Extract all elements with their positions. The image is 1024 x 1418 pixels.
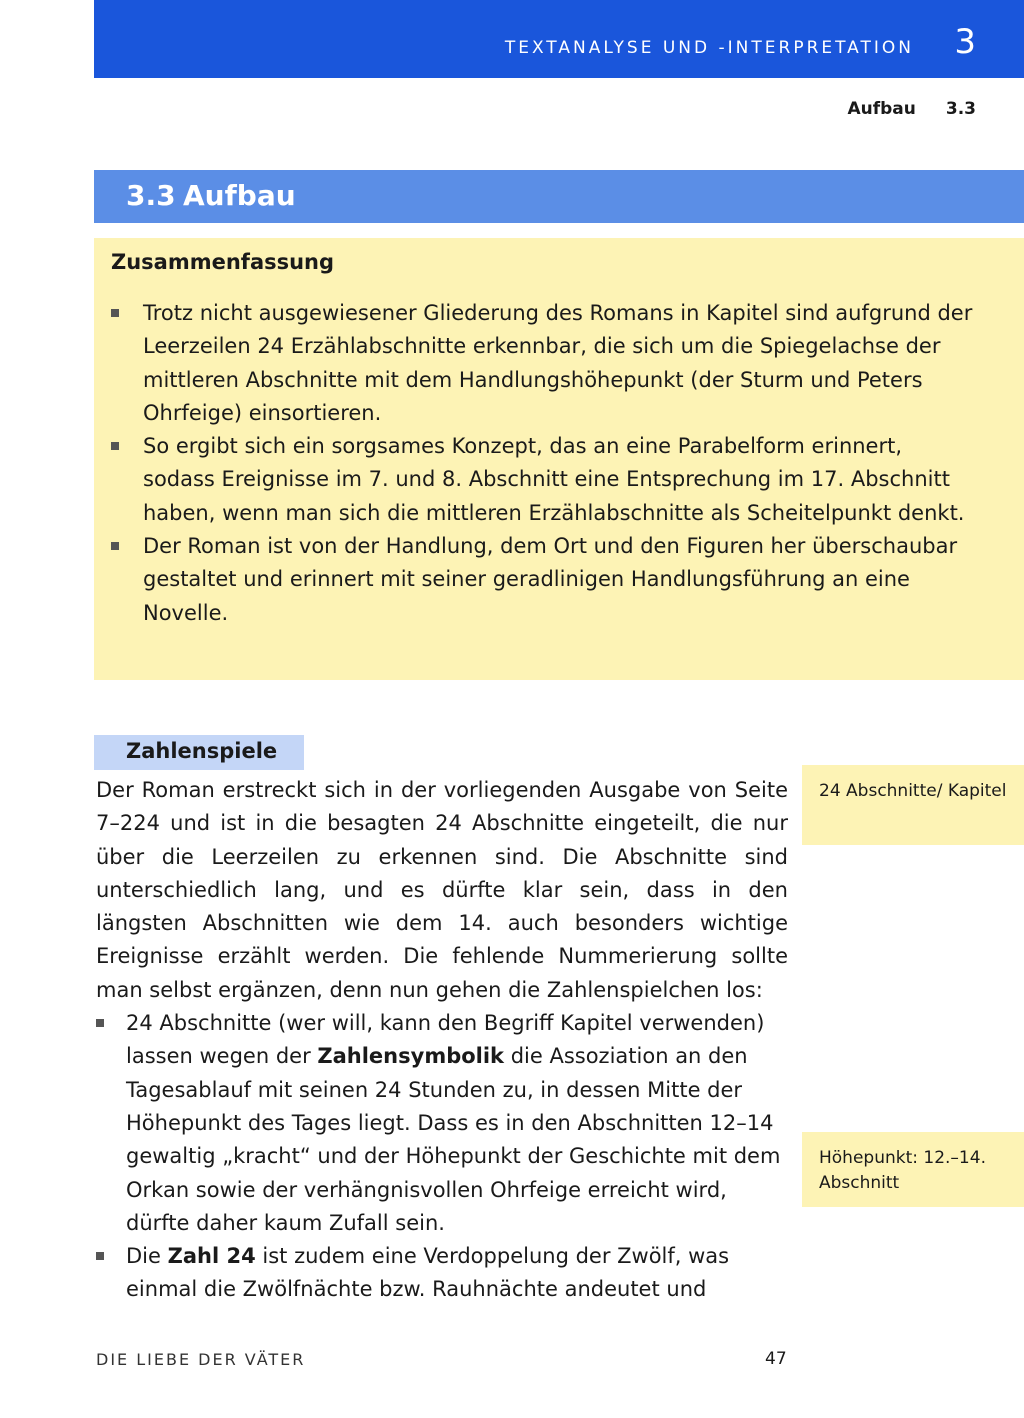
summary-item-text: So ergibt sich ein sorgsames Konzept, das an eine Parabelform erinnert, sodass Ereignisse im 7. und 8. Abschnitt eine Entsprechung im 17. Abschnitt haben, wenn man sich die mittleren Erzählabschnitte als Scheitelpunkt denkt. [143,434,965,525]
subsection-heading [94,735,304,770]
body-paragraph: Der Roman erstreckt sich in der vorliegenden Ausgabe von Seite 7–224 und ist in die besagten 24 Abschnitte eingeteilt, die nur über die Leerzeilen zu erkennen sind. Die Abschnitte sind unterschiedlich lang, und es dürfte klar sein, dass in den längsten Abschnitten wie dem 14. auch besonders wichtige Ereignisse erzählt werden. Die fehlende Nummerierung sollte man selbst ergänzen, denn nun gehen die Zahlenspielchen los: [96,778,788,1002]
body-list [96,1007,788,1307]
summary-list [94,297,1024,630]
margin-note-text: 24 Abschnitte/ Kapitel [819,781,1007,801]
summary-title: Zusammenfassung [111,250,335,274]
body-list-item: 24 Abschnitte (wer will, kann den Begriff Kapitel verwenden) lassen wegen der Zahlensymbolik die Assoziation an den Tagesablauf mit seinen 24 Stunden zu, in dessen Mitte der Höhepunkt des Tages liegt. Dass es in den Abschnitten 12–14 gewaltig „kracht“ und der Höhepunkt der Geschichte mit dem Orkan sowie der verhängnisvollen Ohrfeige erreicht wird, dürfte daher kaum Zufall sein. [96,1007,788,1240]
running-head [847,99,976,119]
summary-item [94,297,1024,430]
square-bullet-icon [96,1019,104,1027]
square-bullet-icon [111,309,119,317]
footer-book-title: DIE LIEBE DER VÄTER [96,1350,306,1369]
margin-note-text: Höhepunkt: 12.–14. Abschnitt [819,1148,986,1193]
page-number: 47 [765,1349,787,1369]
summary-item-text: Trotz nicht ausgewiesener Gliederung des Romans in Kapitel sind aufgrund der Leerzeilen 24 Erzählabschnitte erkennbar, die sich um die Spiegelachse der mittleren Abschnitte mit dem Handlungshöhepunkt (der Sturm und Peters Ohrfeige) einsortieren. [143,301,973,425]
summary-item [94,530,1024,630]
section-heading-title: Aufbau [183,179,296,212]
chapter-header-band [94,0,1024,78]
margin-note-hoehepunkt [802,1132,1024,1207]
running-title: Aufbau [847,99,916,119]
section-heading-number: 3.3 [126,179,176,212]
chapter-section-name: TEXTANALYSE UND -INTERPRETATION [504,38,914,58]
emphasis-zahl-24: Zahl 24 [167,1244,256,1269]
section-heading [94,170,1024,223]
subsection-title: Zahlenspiele [126,739,278,763]
summary-item [94,430,1024,530]
running-number: 3.3 [945,99,976,119]
chapter-number: 3 [954,22,976,62]
margin-note-abschnitte [802,765,1024,845]
square-bullet-icon [111,542,119,550]
summary-box [94,238,1024,680]
body-text [96,774,788,1307]
summary-item-text: Der Roman ist von der Handlung, dem Ort und den Figuren her überschaubar gestaltet und erinnert mit seiner geradlinigen Handlungsführung an eine Novelle. [143,534,958,625]
square-bullet-icon [111,442,119,450]
square-bullet-icon [96,1252,104,1260]
emphasis-zahlensymbolik: Zahlensymbolik [317,1044,505,1069]
body-list-item: Die Zahl 24 ist zudem eine Verdoppelung der Zwölf, was einmal die Zwölfnächte bzw. Rauhnächte andeutet und [96,1240,788,1307]
